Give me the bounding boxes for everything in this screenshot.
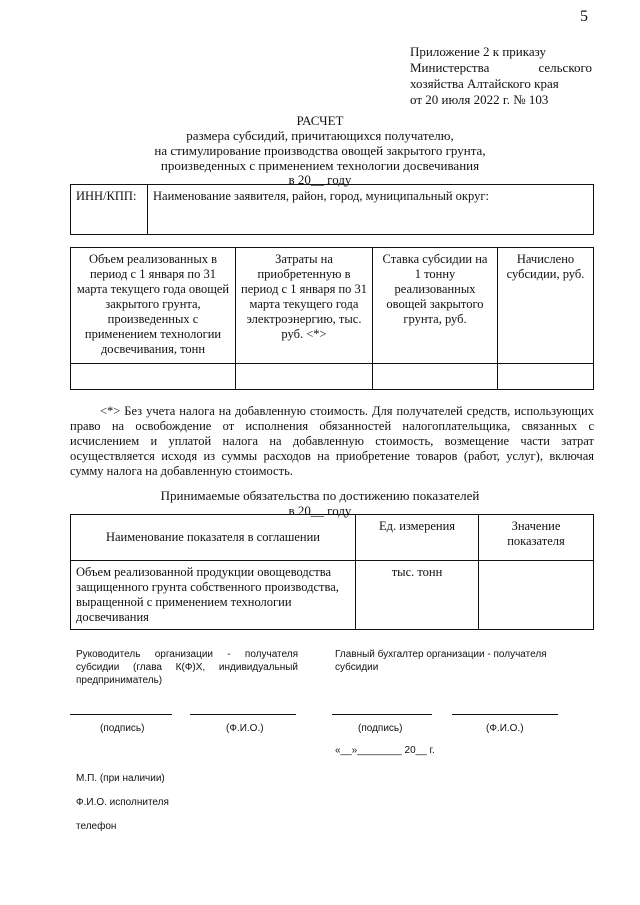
title-line-2: на стимулирование производства овощей закрытого грунта, <box>154 143 486 158</box>
accountant-sign-label: (подпись) <box>358 723 403 734</box>
accountant-signature-caption: Главный бухгалтер организации - получателя субсидии <box>335 649 547 673</box>
footnote <box>70 404 594 479</box>
indicator-name: Объем реализованной продукции овощеводства защищенного грунта собственного производства, выращенной с применением технологии досвечивания <box>71 561 356 630</box>
appendix-line-2 <box>410 60 592 76</box>
header-electricity-costs: Затраты на приобретенную в период с 1 января по 31 марта текущего года электроэнергию, тыс. руб. <*> <box>236 248 373 364</box>
title-line-4: в 20__ году <box>288 172 352 187</box>
title-line-3: произведенных с применением технологии досвечивания <box>160 158 480 173</box>
stamp-label: М.П. (при наличии) <box>76 773 165 784</box>
header-indicator-value: Значение показателя <box>479 515 594 561</box>
cell-subsidy-accrued[interactable] <box>498 364 594 390</box>
appendix-line-4: от 20 июля 2022 г. № 103 <box>410 92 549 107</box>
appendix-block <box>410 44 592 108</box>
document-title: РАСЧЕТ <box>296 113 344 128</box>
calculation-table <box>70 247 594 390</box>
head-fio-line[interactable] <box>190 714 296 715</box>
inn-kpp-label: ИНН/КПП: <box>71 185 148 235</box>
phone-label: телефон <box>76 821 117 832</box>
head-signature-caption: Руководитель организации - получателя субсидии (глава К(Ф)Х, индивидуальный предприниматель) <box>76 649 298 686</box>
appendix-line-2a: Министерства <box>410 60 490 75</box>
executor-label: Ф.И.О. исполнителя <box>76 797 169 808</box>
applicant-name-label: Наименование заявителя, район, город, муниципальный округ: <box>148 185 594 235</box>
footnote-text: <*> Без учета налога на добавленную стоимость. Для получателей средств, использующих право на освобождение от исполнения обязанностей налогоплательщика, связанных с исчислением и уплатой налога на добавленную стоимость, возмещение части затрат осуществляется исходя из суммы расходов на приобретение товаров (работ, услуг), включая сумму налога на добавленную стоимость. <box>70 404 594 478</box>
cell-subsidy-rate[interactable] <box>373 364 498 390</box>
header-subsidy-rate: Ставка субсидии на 1 тонну реализованных овощей закрытого грунта, руб. <box>373 248 498 364</box>
accountant-fio-line[interactable] <box>452 714 558 715</box>
accountant-sign-line[interactable] <box>332 714 432 715</box>
obligations-year: в 20__ году <box>288 503 352 518</box>
obligations-title: Принимаемые обязательства по достижению показателей <box>160 488 480 503</box>
applicant-table <box>70 184 594 235</box>
head-sign-label: (подпись) <box>100 723 145 734</box>
indicator-value[interactable] <box>479 561 594 630</box>
cell-sales-volume[interactable] <box>71 364 236 390</box>
date-line: «__»________ 20__ г. <box>335 745 435 756</box>
cell-electricity-costs[interactable] <box>236 364 373 390</box>
indicators-table <box>70 514 594 630</box>
indicator-unit: тыс. тонн <box>356 561 479 630</box>
appendix-line-2b: сельского <box>538 60 592 75</box>
page-number: 5 <box>580 8 588 25</box>
accountant-fio-label: (Ф.И.О.) <box>486 723 524 734</box>
head-fio-label: (Ф.И.О.) <box>226 723 264 734</box>
header-subsidy-accrued: Начислено субсидии, руб. <box>498 248 594 364</box>
header-sales-volume: Объем реализованных в период с 1 января по 31 марта текущего года овощей закрытого грунта, произведенных с применением технологии досвечивания, тонн <box>71 248 236 364</box>
appendix-line-1: Приложение 2 к приказу <box>410 44 547 59</box>
title-line-1: размера субсидий, причитающихся получателю, <box>186 128 454 143</box>
header-unit: Ед. измерения <box>356 515 479 561</box>
head-sign-line[interactable] <box>70 714 172 715</box>
appendix-line-3: хозяйства Алтайского края <box>410 76 559 91</box>
header-indicator-name: Наименование показателя в соглашении <box>71 515 356 561</box>
